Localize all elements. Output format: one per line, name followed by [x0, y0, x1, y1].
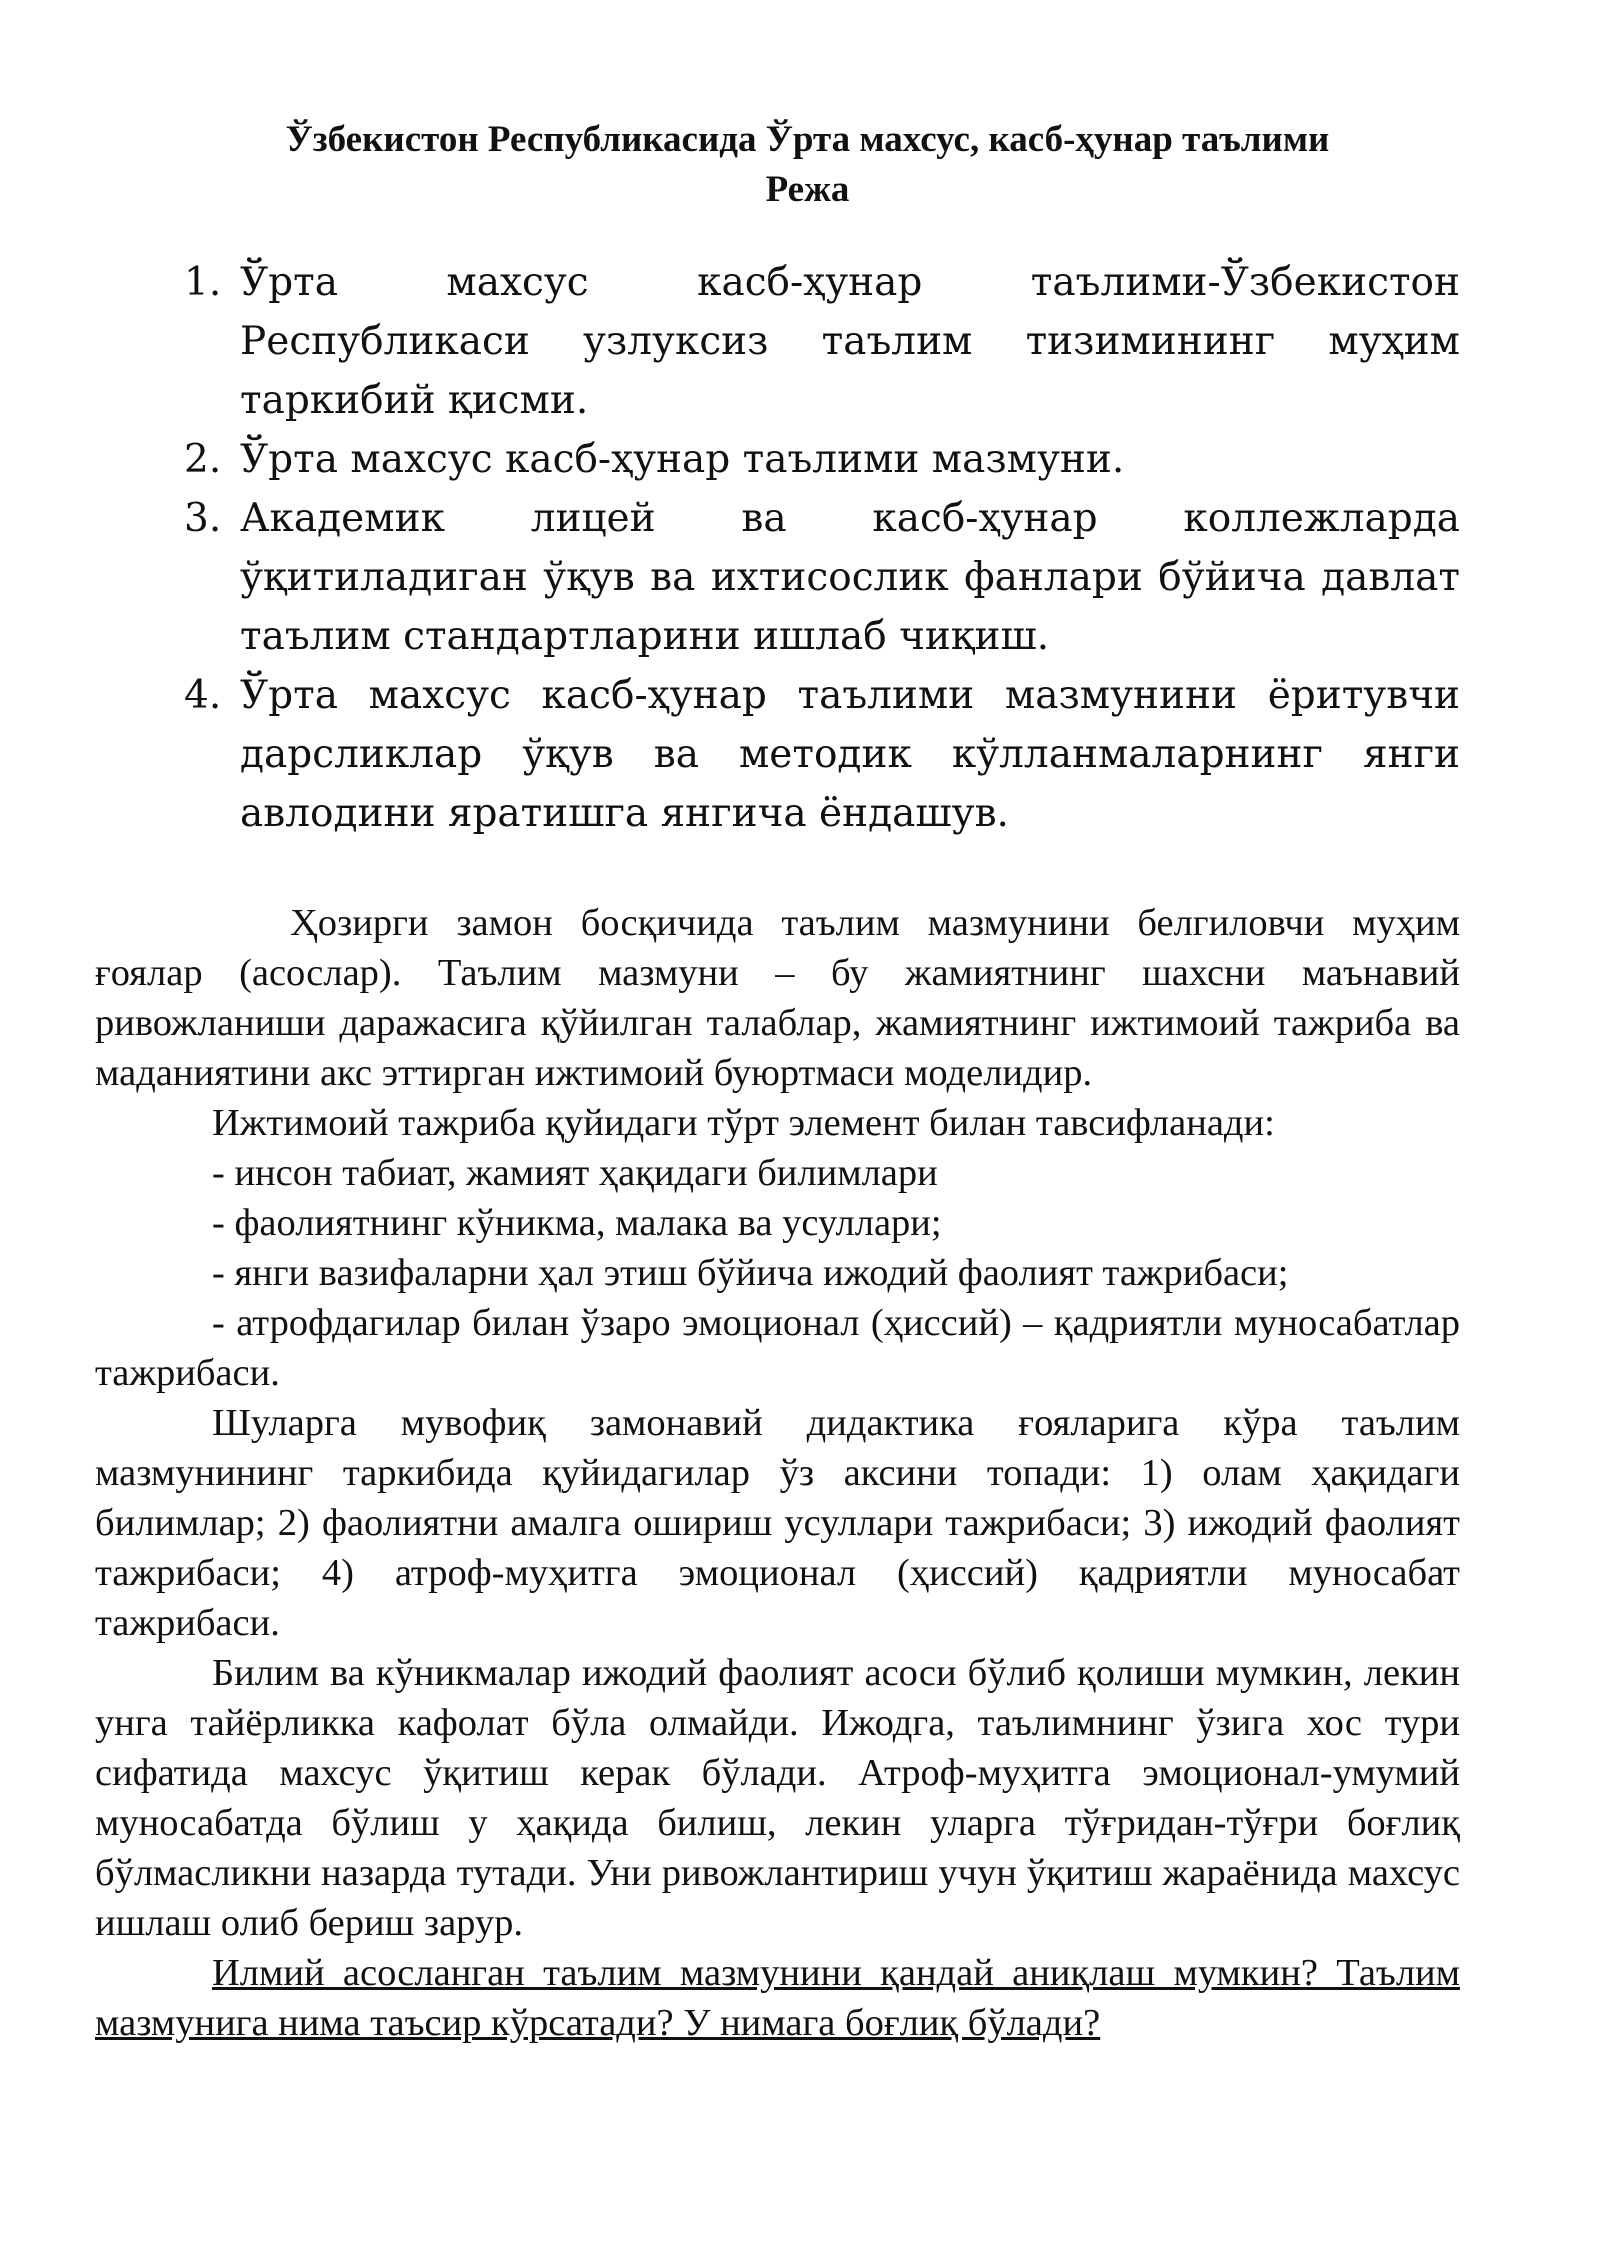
- paragraph-social-experience: Ижтимоий тажриба қуйидаги тўрт элемент билан тавсифланади:: [212, 1102, 1275, 1144]
- plan-item-number: 1.: [184, 260, 222, 305]
- bullet-1: - инсон табиат, жамият ҳақидаги билимлари: [212, 1152, 938, 1194]
- plan-item-1: [184, 253, 1460, 430]
- plan-item-2: [184, 430, 1460, 489]
- plan-list: [95, 253, 1460, 843]
- title-line-1: Ўзбекистон Республикасида Ўрта махсус, касб-ҳунар таълими: [285, 119, 1330, 160]
- plan-item-number: 4.: [184, 673, 222, 718]
- title-line-2: Режа: [765, 169, 850, 210]
- paragraph-intro: Ҳозирги замон босқичида таълим мазмунини белгиловчи муҳим ғоялар (асослар). Таълим мазмуни – бу жамиятнинг шахсни маънавий ривожланиши даражасига қўйилган талаблар, жамиятнинг ижтимоий тажриба ва маданиятини акс эттирган ижтимоий буюртмаси моделидир.: [95, 902, 1460, 1094]
- paragraph-didactics: Шуларга мувофиқ замонавий дидактика ғояларига кўра таълим мазмунининг таркибида қуйидагилар ўз аксини топади: 1) олам ҳақидаги билимлар; 2) фаолиятни амалга ошириш усуллари тажрибаси; 3) ижодий фаолият тажрибаси; 4) атроф-муҳитга эмоционал (ҳиссий) қадриятли муносабат тажрибаси.: [95, 1402, 1460, 1644]
- plan-item-3: [184, 489, 1460, 666]
- bullet-3: - янги вазифаларни ҳал этиш бўйича ижодий фаолият тажрибаси;: [212, 1252, 1289, 1294]
- plan-item-number: 2.: [184, 437, 222, 482]
- document-title: [155, 115, 1460, 215]
- paragraph-skills: Билим ва кўникмалар ижодий фаолият асоси бўлиб қолиши мумкин, лекин унга тайёрликка кафолат бўла олмайди. Ижодга, таълимнинг ўзига хос тури сифатида махсус ўқитиш керак бўлади. Атроф-муҳитга эмоционал-умумий муносабатда бўлиш у ҳақида билиш, лекин уларга тўғридан-тўғри боғлиқ бўлмасликни назарда тутади. Уни ривожлантириш учун ўқитиш жараёнида махсус ишлаш олиб бериш зарур.: [95, 1652, 1460, 1944]
- plan-item-text: Ўрта махсус касб-ҳунар таълими мазмуни.: [240, 437, 1125, 482]
- document-body: [95, 898, 1460, 2048]
- paragraph-questions: Илмий асосланган таълим мазмунини қандай аниқлаш мумкин? Таълим мазмунига нима таъсир кўрсатади? У нимага боғлиқ бўлади?: [95, 1952, 1460, 2044]
- plan-item-number: 3.: [184, 496, 222, 541]
- bullet-4: - атрофдагилар билан ўзаро эмоционал (ҳиссий) – қадриятли муносабатлар тажрибаси.: [95, 1302, 1460, 1394]
- plan-item-text: Академик лицей ва касб-ҳунар коллежларда ўқитиладиган ўқув ва ихтисослик фанлари бўйича давлат таълим стандартларини ишлаб чиқиш.: [240, 496, 1460, 659]
- plan-item-4: [184, 666, 1460, 843]
- bullet-2: - фаолиятнинг кўникма, малака ва усуллари;: [212, 1202, 942, 1244]
- plan-item-text: Ўрта махсус касб-ҳунар таълими мазмунини ёритувчи дарсликлар ўқув ва методик кўлланмаларнинг янги авлодини яратишга янгича ёндашув.: [240, 673, 1460, 836]
- plan-item-text: Ўрта махсус касб-ҳунар таълими-Ўзбекистон Республикаси узлуксиз таълим тизимининг муҳим таркибий қисми.: [240, 260, 1460, 423]
